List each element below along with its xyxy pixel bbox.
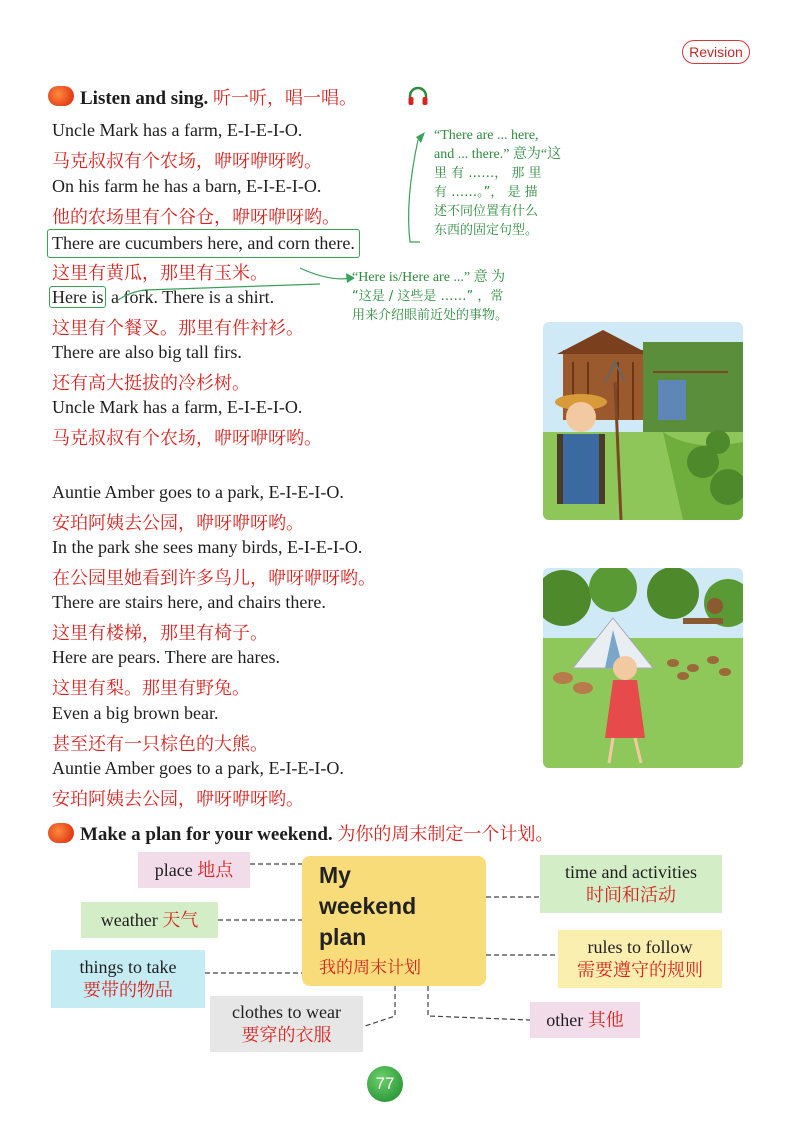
song-line-en-highlighted: There are cucumbers here, and corn there.: [47, 229, 360, 258]
song-line-cn: 甚至还有一只棕色的大熊。: [52, 734, 268, 755]
here-is-highlight: Here is: [49, 286, 106, 308]
song-line-en: Auntie Amber goes to a park, E-I-E-I-O.: [52, 758, 344, 778]
song-line-rest: a fork. There is a shirt.: [106, 287, 275, 307]
song-line-en: There are stairs here, and chairs there.: [52, 592, 326, 612]
tag-rules: rules to follow 需要遵守的规则: [558, 930, 722, 988]
song-line-cn: 安珀阿姨去公园，咿呀咿呀哟。: [52, 789, 304, 810]
section-title-en: Listen and sing.: [80, 88, 209, 109]
song-line-en: Auntie Amber goes to a park, E-I-E-I-O.: [52, 482, 344, 502]
center-title-line1: My: [319, 862, 351, 888]
park-illustration: [543, 568, 743, 768]
farm-illustration: [543, 322, 743, 520]
center-title-line3: plan: [319, 924, 367, 950]
song-line-cn: 这里有黄瓜，那里有玉米。: [52, 263, 268, 284]
tag-place: place 地点: [138, 852, 250, 888]
tag-weather: weather 天气: [81, 902, 218, 938]
section-title-cn: 听一听，唱一唱。: [213, 88, 358, 109]
song-line-en: On his farm he has a barn, E-I-E-I-O.: [52, 176, 322, 196]
tag-clothes: clothes to wear 要穿的衣服: [210, 996, 363, 1052]
song-line-cn: 他的农场里有个谷仓，咿呀咿呀哟。: [52, 207, 340, 228]
song-line-en: Here are pears. There are hares.: [52, 647, 281, 667]
song-line-en: In the park she sees many birds, E-I-E-I-O.: [52, 537, 363, 557]
tag-things-to-take: things to take 要带的物品: [51, 950, 205, 1008]
tag-other: other 其他: [530, 1002, 640, 1038]
song-line-en: There are also big tall firs.: [52, 342, 242, 362]
song-line-en: Uncle Mark has a farm, E-I-E-I-O.: [52, 120, 303, 140]
page-number: 77: [367, 1066, 403, 1102]
song-line-cn: 这里有楼梯，那里有椅子。: [52, 623, 268, 644]
tag-time-activities: time and activities 时间和活动: [540, 855, 722, 913]
center-title-cn: 我的周末计划: [319, 958, 421, 978]
section-title-cn: 为你的周末制定一个计划。: [337, 824, 554, 845]
grammar-note-here-is: “Here is/Here are ...” 意 为 “这是 / 这些是 ……” ，常 用来介绍眼前近处的事物。: [352, 270, 509, 323]
center-title-line2: weekend: [319, 893, 417, 919]
revision-badge: Revision: [682, 40, 750, 64]
grammar-note-there-are: “There are ... here, and ... there.” 意为“这 里 有 ……， 那 里 有 ……。”， 是 描 述不同位置有什么 东西的固定句型。: [434, 128, 562, 238]
song-line-en: Uncle Mark has a farm, E-I-E-I-O.: [52, 397, 303, 417]
song-line-cn: 在公园里她看到许多鸟儿，咿呀咿呀哟。: [52, 568, 376, 589]
song-line-cn: 还有高大挺拔的冷杉树。: [52, 373, 250, 394]
song-line-en: Even a big brown bear.: [52, 703, 219, 723]
song-line-cn: 这里有梨。那里有野兔。: [52, 678, 250, 699]
section-title-en: Make a plan for your weekend.: [80, 824, 333, 845]
song-line-cn: 马克叔叔有个农场，咿呀咿呀哟。: [52, 428, 322, 449]
mindmap-center: [302, 856, 486, 986]
song-line-cn: 马克叔叔有个农场，咿呀咿呀哟。: [52, 151, 322, 172]
song-line-cn: 这里有个餐叉。那里有件衬衫。: [52, 318, 304, 339]
song-line-cn: 安珀阿姨去公园，咿呀咿呀哟。: [52, 513, 304, 534]
